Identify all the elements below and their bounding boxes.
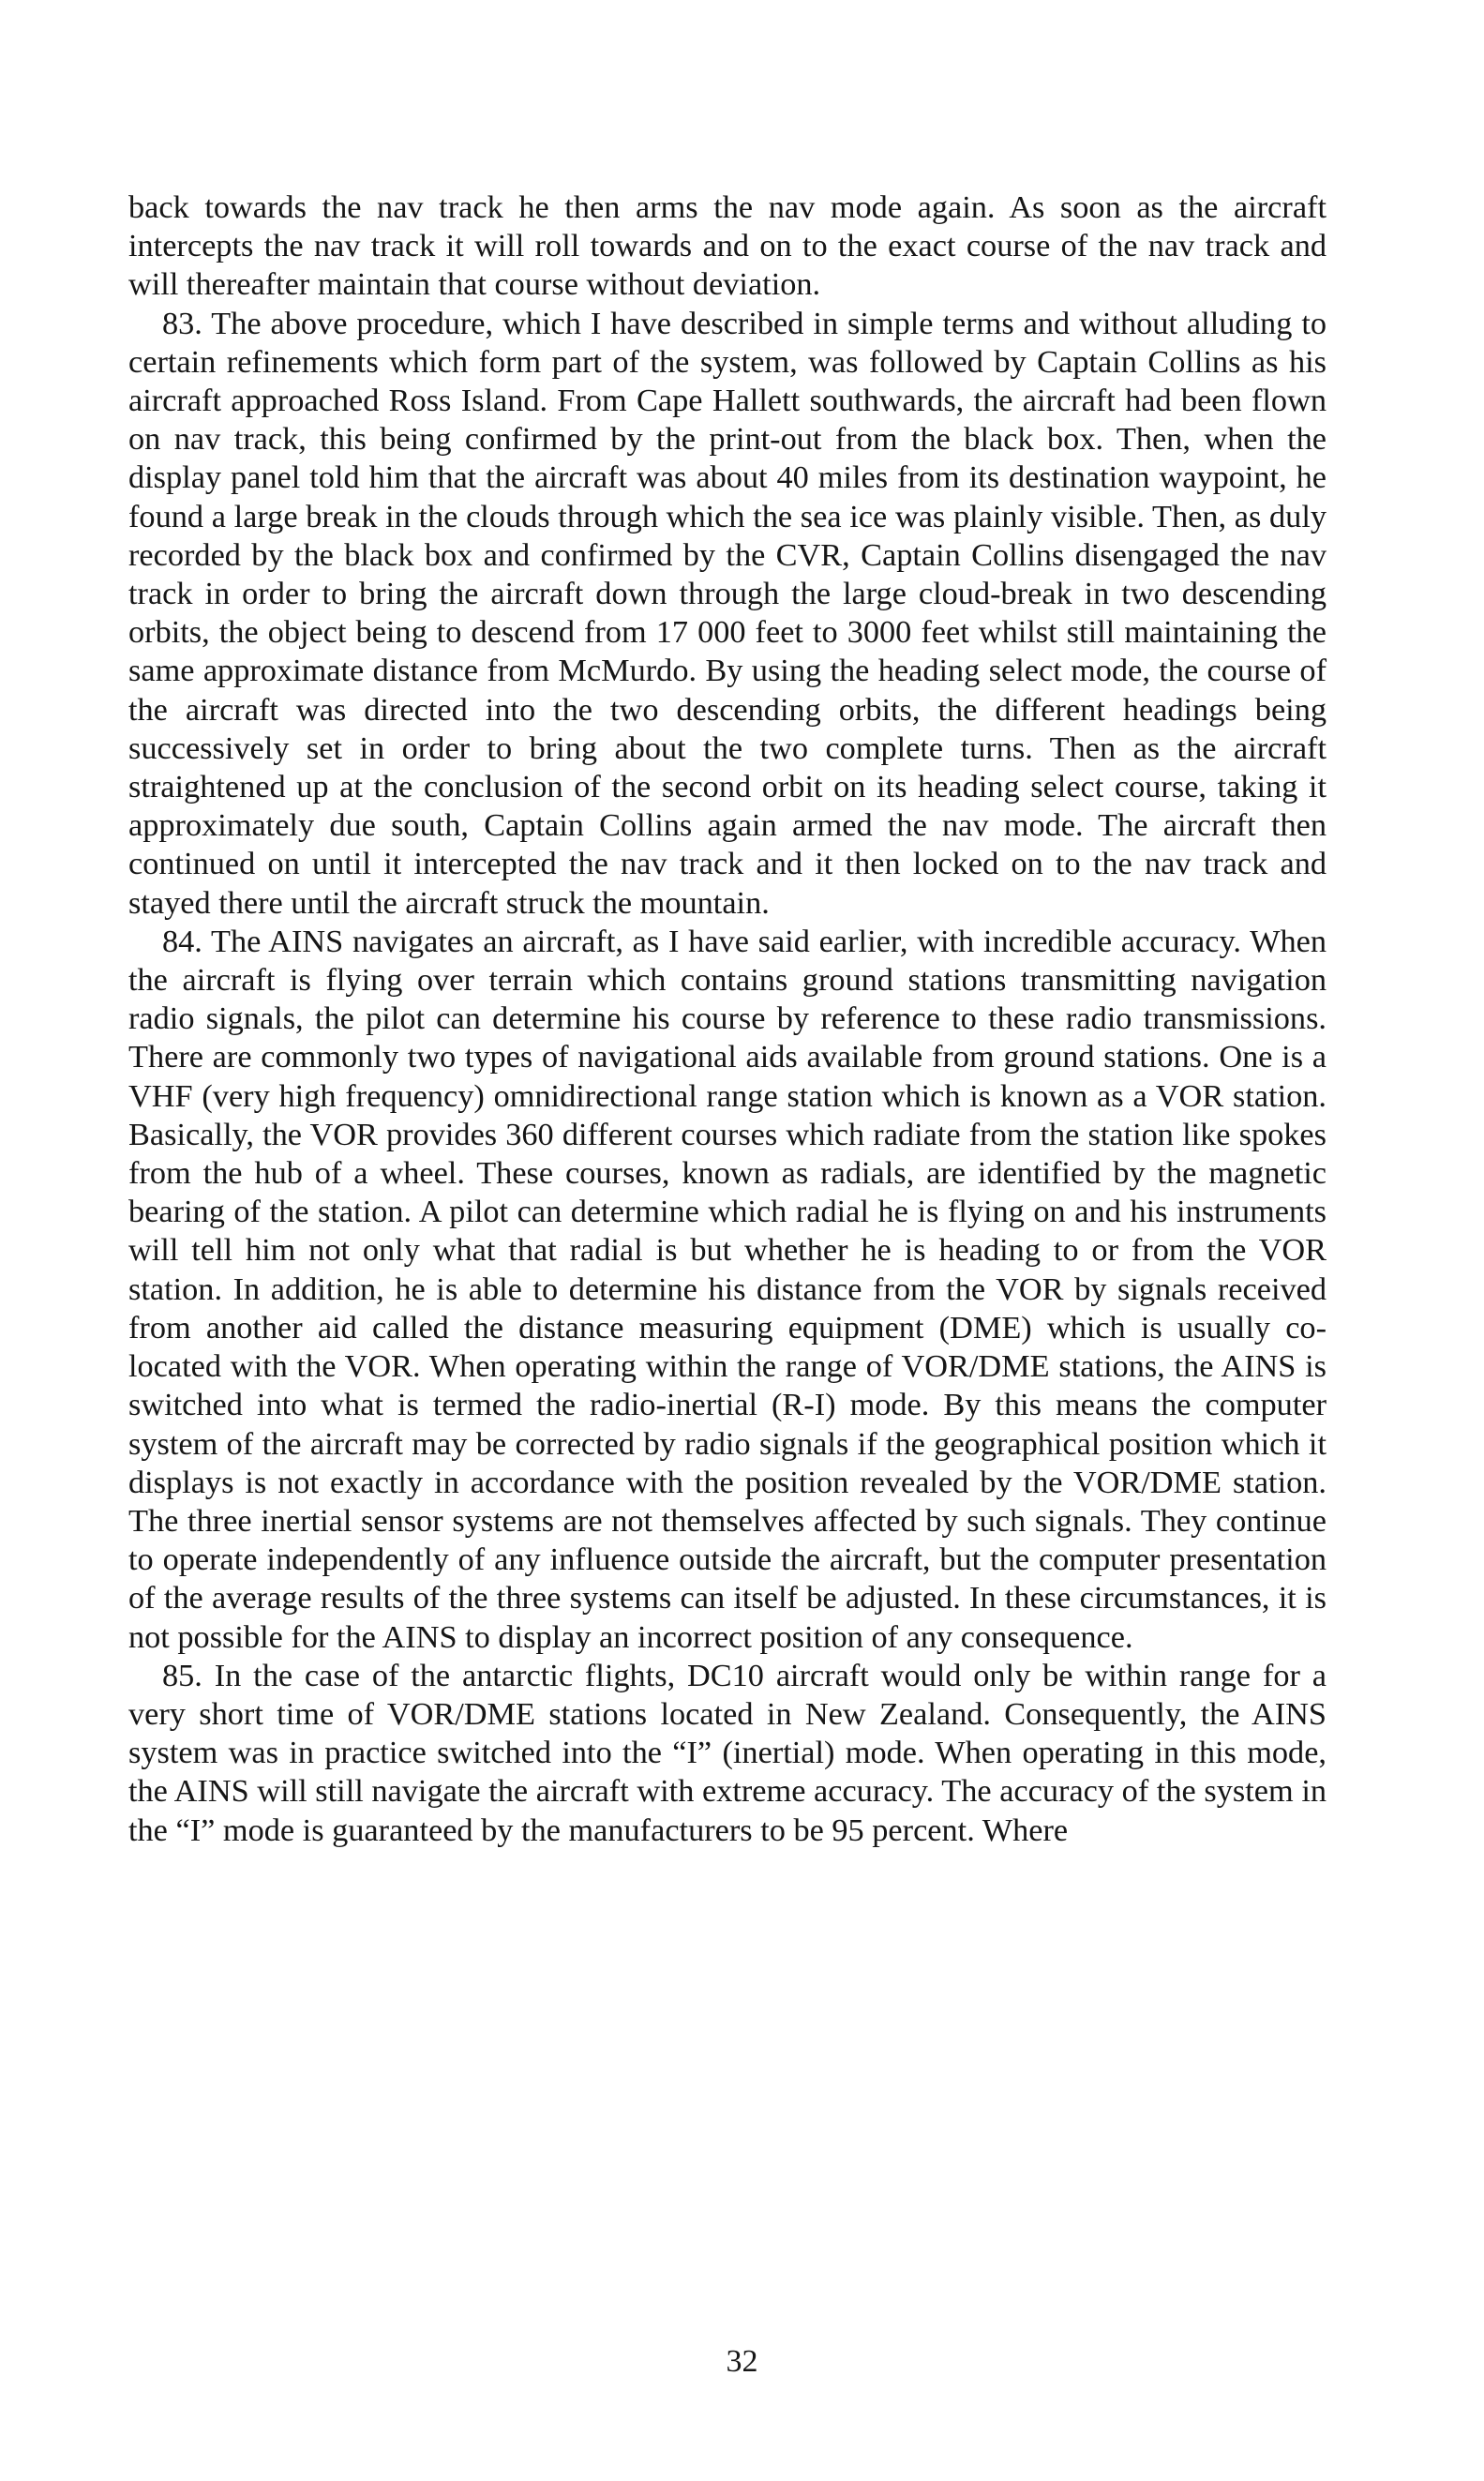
body-text <box>128 188 1327 1850</box>
paragraph-83: 83. The above procedure, which I have described in simple terms and without alluding to certain refinements which form part of the system, was followed by Captain Collins as his aircraft approached Ross Island. From Cape Hallett southwards, the aircraft had been flown on nav track, this being confirmed by the print-out from the black box. Then, when the display panel told him that the aircraft was about 40 miles from its destination waypoint, he found a large break in the clouds through which the sea ice was plainly visible. Then, as duly recorded by the black box and confirmed by the CVR, Captain Collins disengaged the nav track in order to bring the aircraft down through the large cloud-break in two descending orbits, the object being to descend from 17 000 feet to 3000 feet whilst still maintaining the same approximate distance from McMurdo. By using the heading select mode, the course of the aircraft was directed into the two descending orbits, the different headings being successively set in order to bring about the two complete turns. Then as the aircraft straightened up at the conclusion of the second orbit on its heading select course, taking it approximately due south, Captain Collins again armed the nav mode. The aircraft then continued on until it intercepted the nav track and it then locked on to the nav track and stayed there until the aircraft struck the mountain. <box>128 305 1327 921</box>
paragraph-85: 85. In the case of the antarctic flights, DC10 aircraft would only be within range for a very short time of VOR/DME stations located in New Zealand. Consequently, the AINS system was in practice switched into the “I” (inertial) mode. When operating in this mode, the AINS will still navigate the aircraft with extreme accuracy. The accuracy of the system in the “I” mode is guaranteed by the manufacturers to be 95 percent. Where <box>128 1657 1327 1848</box>
paragraph-continuation: back towards the nav track he then arms the nav mode again. As soon as the aircraft intercepts the nav track it will roll towards and on to the exact course of the nav track and will thereafter maintain that course without deviation. <box>128 189 1327 303</box>
page-number: 32 <box>726 2344 758 2379</box>
paragraph-84: 84. The AINS navigates an aircraft, as I have said earlier, with incredible accuracy. When the aircraft is flying over terrain which contains ground stations transmitting navigation radio signals, the pilot can determine his course by reference to these radio transmissions. There are commonly two types of navigational aids available from ground stations. One is a VHF (very high frequency) omnidirectional range station which is known as a VOR station. Basically, the VOR provides 360 different courses which radiate from the station like spokes from the hub of a wheel. These courses, known as radials, are identified by the magnetic bearing of the station. A pilot can determine which radial he is flying on and his instruments will tell him not only what that radial is but whether he is heading to or from the VOR station. In addition, he is able to determine his distance from the VOR by signals received from another aid called the distance measuring equipment (DME) which is usually co-located with the VOR. When operating within the range of VOR/DME stations, the AINS is switched into what is termed the radio-inertial (R-I) mode. By this means the computer system of the aircraft may be corrected by radio signals if the geographical position which it displays is not exactly in accordance with the position revealed by the VOR/DME station. The three inertial sensor systems are not themselves affected by such signals. They continue to operate independently of any influence outside the aircraft, but the computer presentation of the average results of the three systems can itself be adjusted. In these circumstances, it is not possible for the AINS to display an incorrect position of any consequence. <box>128 923 1327 1655</box>
